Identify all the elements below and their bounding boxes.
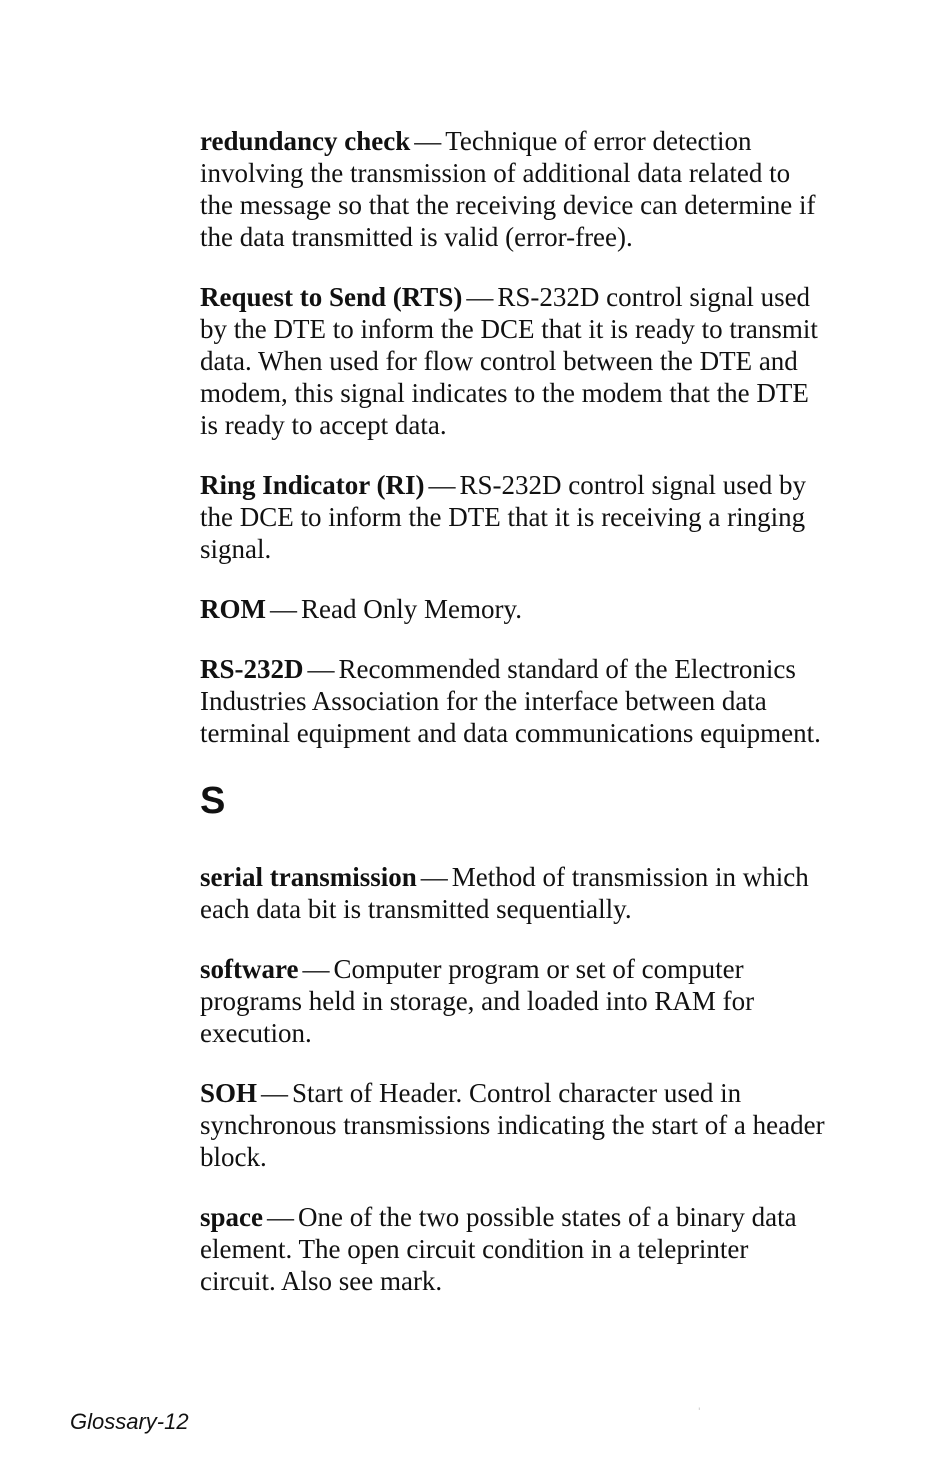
glossary-term: space — [200, 1202, 263, 1232]
glossary-content — [200, 125, 825, 1325]
section-heading-letter: S — [200, 780, 226, 822]
em-dash: — — [302, 954, 330, 984]
glossary-definition: Computer program or set of computer programs held in storage, and loaded into RAM for execution. — [200, 954, 755, 1048]
glossary-entry-space — [200, 1201, 825, 1297]
glossary-term: software — [200, 954, 299, 984]
glossary-definition: Technique of error detection involving the transmission of additional data related to the message so that the receiving device can determine if the data transmitted is valid (error-free). — [200, 126, 816, 252]
glossary-definition: RS-232D control signal used by the DTE to inform the DCE that it is ready to transmit data. When used for flow control between the DTE and modem, this signal indicates to the modem that the DTE is ready to accept data. — [200, 282, 818, 440]
em-dash: — — [269, 594, 297, 624]
em-dash: — — [414, 126, 442, 156]
em-dash: — — [307, 654, 335, 684]
glossary-term: ROM — [200, 594, 266, 624]
glossary-definition: RS-232D control signal used by the DCE to inform the DTE that it is receiving a ringing signal. — [200, 470, 807, 564]
glossary-entry-request-to-send — [200, 281, 825, 441]
glossary-term: RS-232D — [200, 654, 304, 684]
glossary-term: redundancy check — [200, 126, 411, 156]
glossary-definition: Method of transmission in which each data bit is transmitted sequentially. — [200, 862, 809, 924]
em-dash: — — [267, 1202, 294, 1232]
em-dash: — — [261, 1078, 289, 1108]
glossary-term: Request to Send (RTS) — [200, 282, 463, 312]
glossary-entry-serial-transmission — [200, 861, 825, 925]
glossary-entry-ring-indicator — [200, 469, 825, 565]
glossary-entry-rom — [200, 593, 825, 625]
glossary-term: SOH — [200, 1078, 258, 1108]
glossary-entry-soh — [200, 1077, 825, 1173]
em-dash: — — [420, 862, 448, 892]
glossary-definition: Recommended standard of the Electronics Industries Association for the interface between data terminal equipment and data communications equipment. — [200, 654, 821, 748]
glossary-definition: One of the two possible states of a binary data element. The open circuit condition in a teleprinter circuit. Also see mark. — [200, 1202, 797, 1296]
page-footer-label: Glossary-12 — [70, 1409, 189, 1434]
glossary-entry-software — [200, 953, 825, 1049]
glossary-entry-rs-232d — [200, 653, 825, 749]
glossary-definition: Read Only Memory. — [300, 594, 522, 624]
glossary-term: Ring Indicator (RI) — [200, 470, 425, 500]
scan-speck-mark: ' — [698, 1407, 701, 1417]
glossary-definition: Start of Header. Control character used in synchronous transmissions indicating the start of a header block. — [200, 1078, 825, 1172]
glossary-entry-redundancy-check — [200, 125, 825, 253]
glossary-term: serial transmission — [200, 862, 417, 892]
em-dash: — — [428, 470, 456, 500]
em-dash: — — [466, 282, 494, 312]
